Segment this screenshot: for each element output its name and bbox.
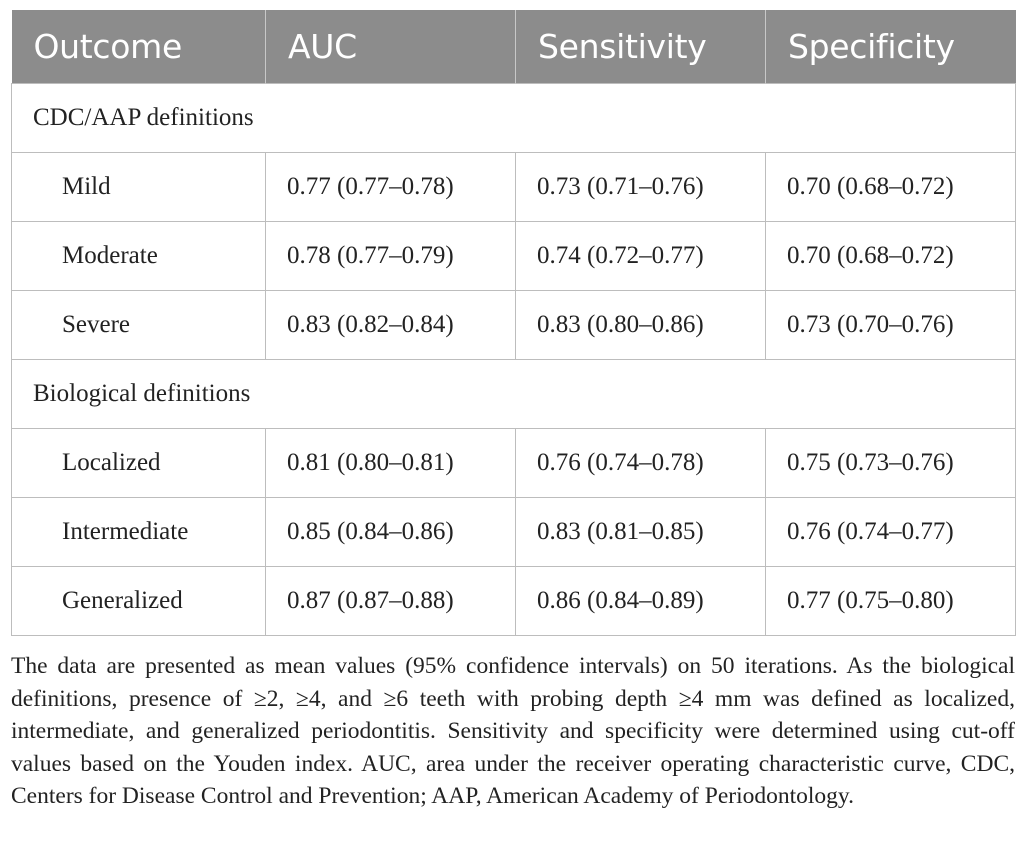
- sensitivity-cell: 0.83 (0.80–0.86): [516, 290, 766, 359]
- table-row: [12, 152, 1016, 221]
- results-table: [11, 10, 1016, 636]
- table-header: [12, 10, 1016, 83]
- outcome-cell: Moderate: [12, 221, 266, 290]
- sensitivity-cell: 0.86 (0.84–0.89): [516, 566, 766, 635]
- outcome-cell: Generalized: [12, 566, 266, 635]
- table-footnote: The data are presented as mean values (95% confidence intervals) on 50 iterations. As the biological definitions, presence of ≥2, ≥4, and ≥6 teeth with probing depth ≥4 mm was defined as localized, intermediate, and generalized periodontitis. Sensitivity and specificity were determined using cut-off values based on the Youden index. AUC, area under the receiver operating characteristic curve, CDC, Centers for Disease Control and Prevention; AAP, American Academy of Periodontology.: [11, 653, 1015, 809]
- sensitivity-cell: 0.76 (0.74–0.78): [516, 428, 766, 497]
- header-specificity: Specificity: [766, 10, 1016, 83]
- sensitivity-cell: 0.74 (0.72–0.77): [516, 221, 766, 290]
- outcome-cell: Mild: [12, 152, 266, 221]
- table-row: [12, 221, 1016, 290]
- auc-cell: 0.81 (0.80–0.81): [266, 428, 516, 497]
- specificity-cell: 0.70 (0.68–0.72): [766, 152, 1016, 221]
- sensitivity-cell: 0.73 (0.71–0.76): [516, 152, 766, 221]
- specificity-cell: 0.77 (0.75–0.80): [766, 566, 1016, 635]
- specificity-cell: 0.73 (0.70–0.76): [766, 290, 1016, 359]
- sensitivity-cell: 0.83 (0.81–0.85): [516, 497, 766, 566]
- header-outcome: Outcome: [12, 10, 266, 83]
- auc-cell: 0.77 (0.77–0.78): [266, 152, 516, 221]
- outcome-cell: Localized: [12, 428, 266, 497]
- specificity-cell: 0.75 (0.73–0.76): [766, 428, 1016, 497]
- table-row: [12, 290, 1016, 359]
- header-auc: AUC: [266, 10, 516, 83]
- header-sensitivity: Sensitivity: [516, 10, 766, 83]
- auc-cell: 0.87 (0.87–0.88): [266, 566, 516, 635]
- group-label: Biological definitions: [12, 359, 1016, 428]
- specificity-cell: 0.76 (0.74–0.77): [766, 497, 1016, 566]
- table-row: [12, 428, 1016, 497]
- table-row: [12, 497, 1016, 566]
- auc-cell: 0.78 (0.77–0.79): [266, 221, 516, 290]
- table-row: [12, 566, 1016, 635]
- outcome-cell: Severe: [12, 290, 266, 359]
- auc-cell: 0.83 (0.82–0.84): [266, 290, 516, 359]
- auc-cell: 0.85 (0.84–0.86): [266, 497, 516, 566]
- outcome-cell: Intermediate: [12, 497, 266, 566]
- results-table-container: [11, 10, 1015, 636]
- table-body: [12, 83, 1016, 635]
- header-row: [12, 10, 1016, 83]
- group-label: CDC/AAP definitions: [12, 83, 1016, 152]
- group-row-cdc-aap: [12, 83, 1016, 152]
- group-row-biological: [12, 359, 1016, 428]
- specificity-cell: 0.70 (0.68–0.72): [766, 221, 1016, 290]
